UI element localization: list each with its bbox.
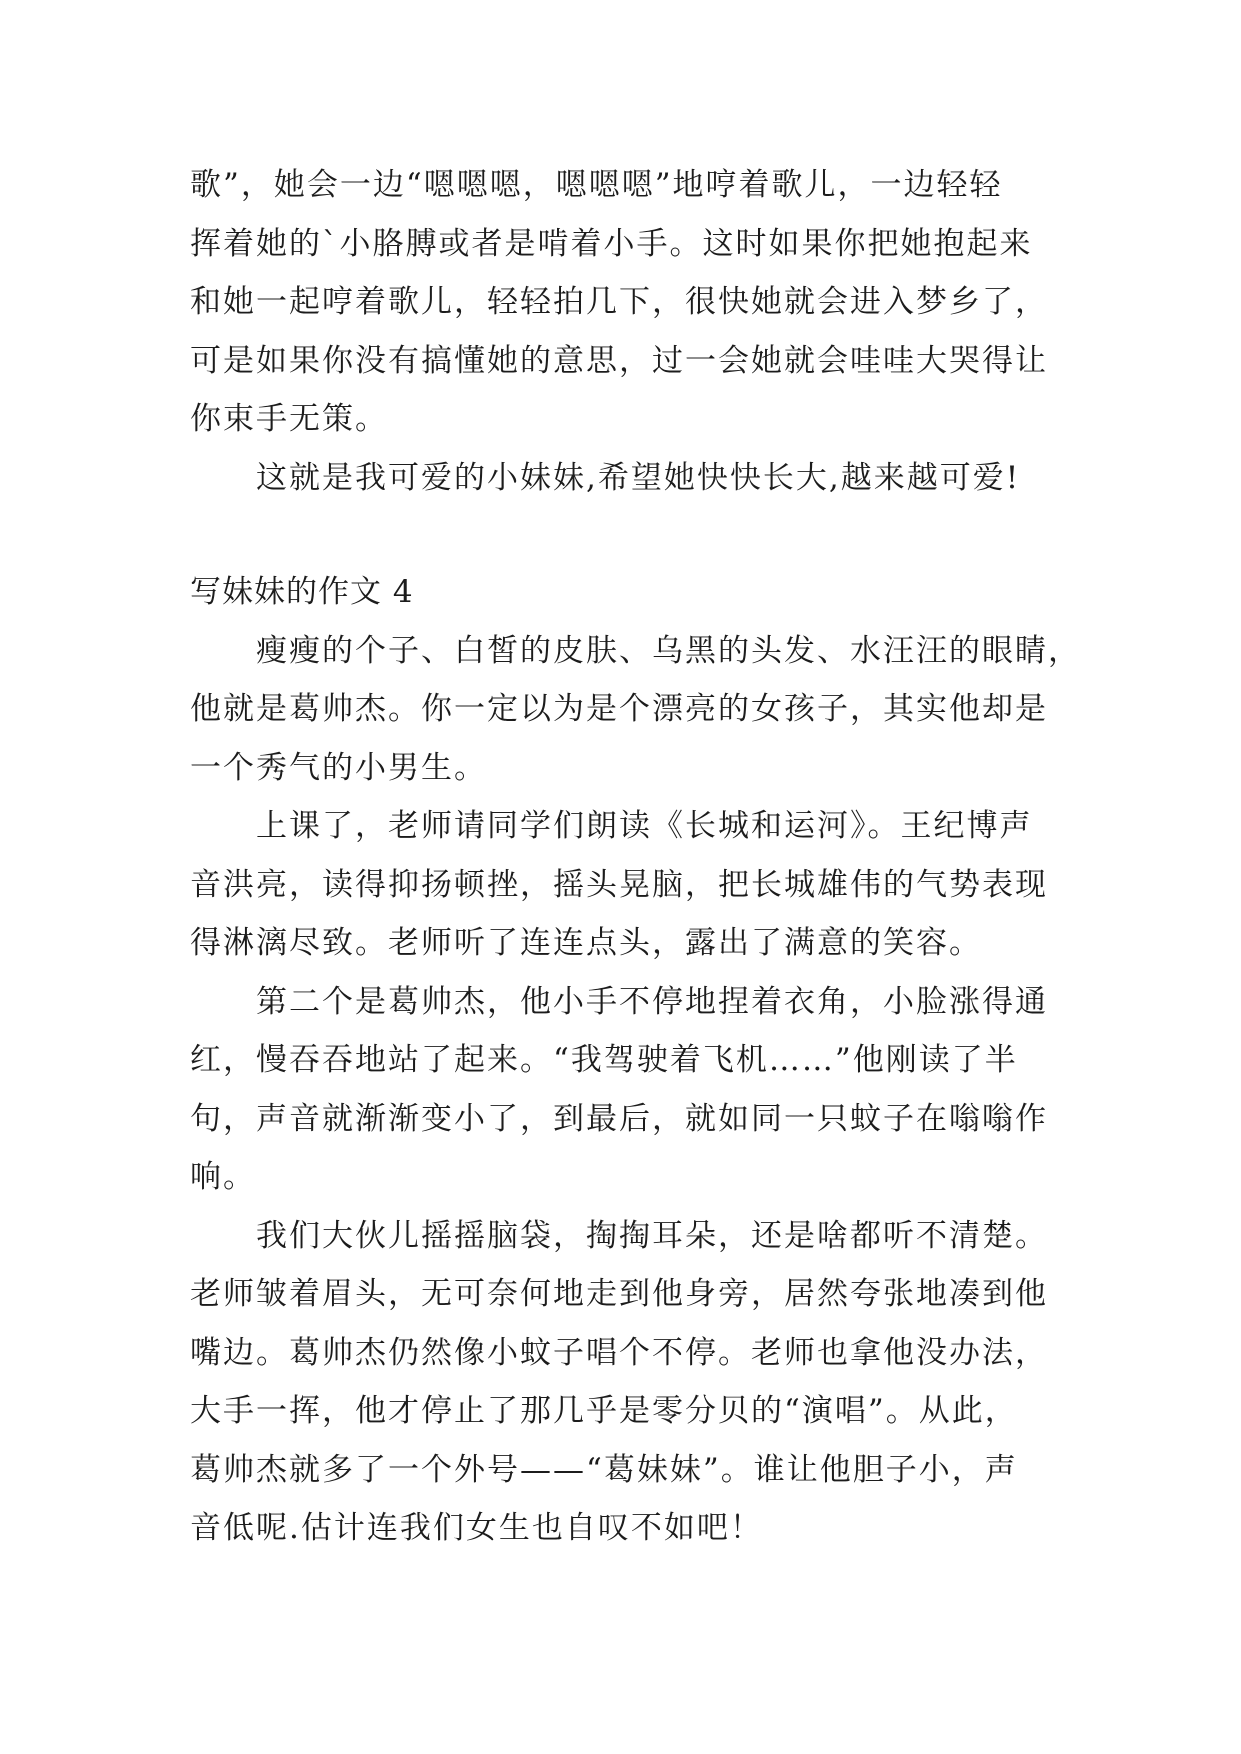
- text-line: 响。: [190, 1159, 256, 1195]
- paragraph: [190, 797, 1060, 973]
- paragraph: [190, 622, 1081, 798]
- text-line: 音低呢.估计连我们女生也自叹不如吧！: [190, 1510, 763, 1546]
- text-line: 他就是葛帅杰。你一定以为是个漂亮的女孩子，其实他却是: [190, 691, 1048, 727]
- text-line: 大手一挥，他才停止了那几乎是零分贝的“演唱”。从此，: [190, 1393, 1018, 1429]
- paragraph: [190, 156, 1060, 449]
- text-line: 一个秀气的小男生。: [190, 749, 487, 786]
- text-line: 句，声音就渐渐变小了，到最后，就如同一只蚊子在嗡嗡作: [190, 1100, 1048, 1137]
- text-line: 嘴边。葛帅杰仍然像小蚊子唱个不停。老师也拿他没办法，: [190, 1334, 1048, 1371]
- text-line: 葛帅杰就多了一个外号——“葛妹妹”。谁让他胆子小，声: [190, 1451, 1018, 1488]
- text-line: 音洪亮，读得抑扬顿挫，摇头晃脑，把长城雄伟的气势表现: [190, 866, 1048, 903]
- text-line: 第二个是葛帅杰，他小手不停地捏着衣角，小脸涨得通: [256, 983, 1048, 1020]
- document-body: [190, 156, 1081, 1558]
- text-line: 老师皱着眉头，无可奈何地走到他身旁，居然夸张地凑到他: [190, 1276, 1048, 1312]
- text-line: 和她一起哼着歌儿，轻轻拍几下，很快她就会进入梦乡了，: [190, 284, 1048, 320]
- text-line: 红，慢吞吞地站了起来。“我驾驶着飞机……”他刚读了半: [190, 1042, 1018, 1078]
- text-line: 瘦瘦的个子、白皙的皮肤、乌黑的头发、水汪汪的眼睛，: [256, 632, 1081, 669]
- text-line: 挥着她的`小胳膊或者是啃着小手。这时如果你把她抱起来: [190, 225, 1033, 262]
- paragraph: [190, 973, 1060, 1207]
- section-title: 写妹妹的作文 4: [190, 574, 414, 610]
- text-line: 你束手无策。: [190, 401, 388, 437]
- text-line: 歌”，她会一边“嗯嗯嗯，嗯嗯嗯”地哼着歌儿，一边轻轻: [190, 167, 1003, 203]
- text-line: 这就是我可爱的小妹妹,希望她快快长大,越来越可爱!: [256, 459, 1021, 496]
- text-line: 上课了，老师请同学们朗读《长城和运河》。王纪博声: [256, 808, 1033, 844]
- paragraph: [190, 1207, 1060, 1558]
- paragraph: [190, 449, 1060, 508]
- text-line: 得淋漓尽致。老师听了连连点头，露出了满意的笑容。: [190, 925, 982, 961]
- text-line: 可是如果你没有搞懂她的意思，过一会她就会哇哇大哭得让: [190, 342, 1048, 379]
- text-line: 我们大伙儿摇摇脑袋，掏掏耳朵，还是啥都听不清楚。: [256, 1217, 1048, 1254]
